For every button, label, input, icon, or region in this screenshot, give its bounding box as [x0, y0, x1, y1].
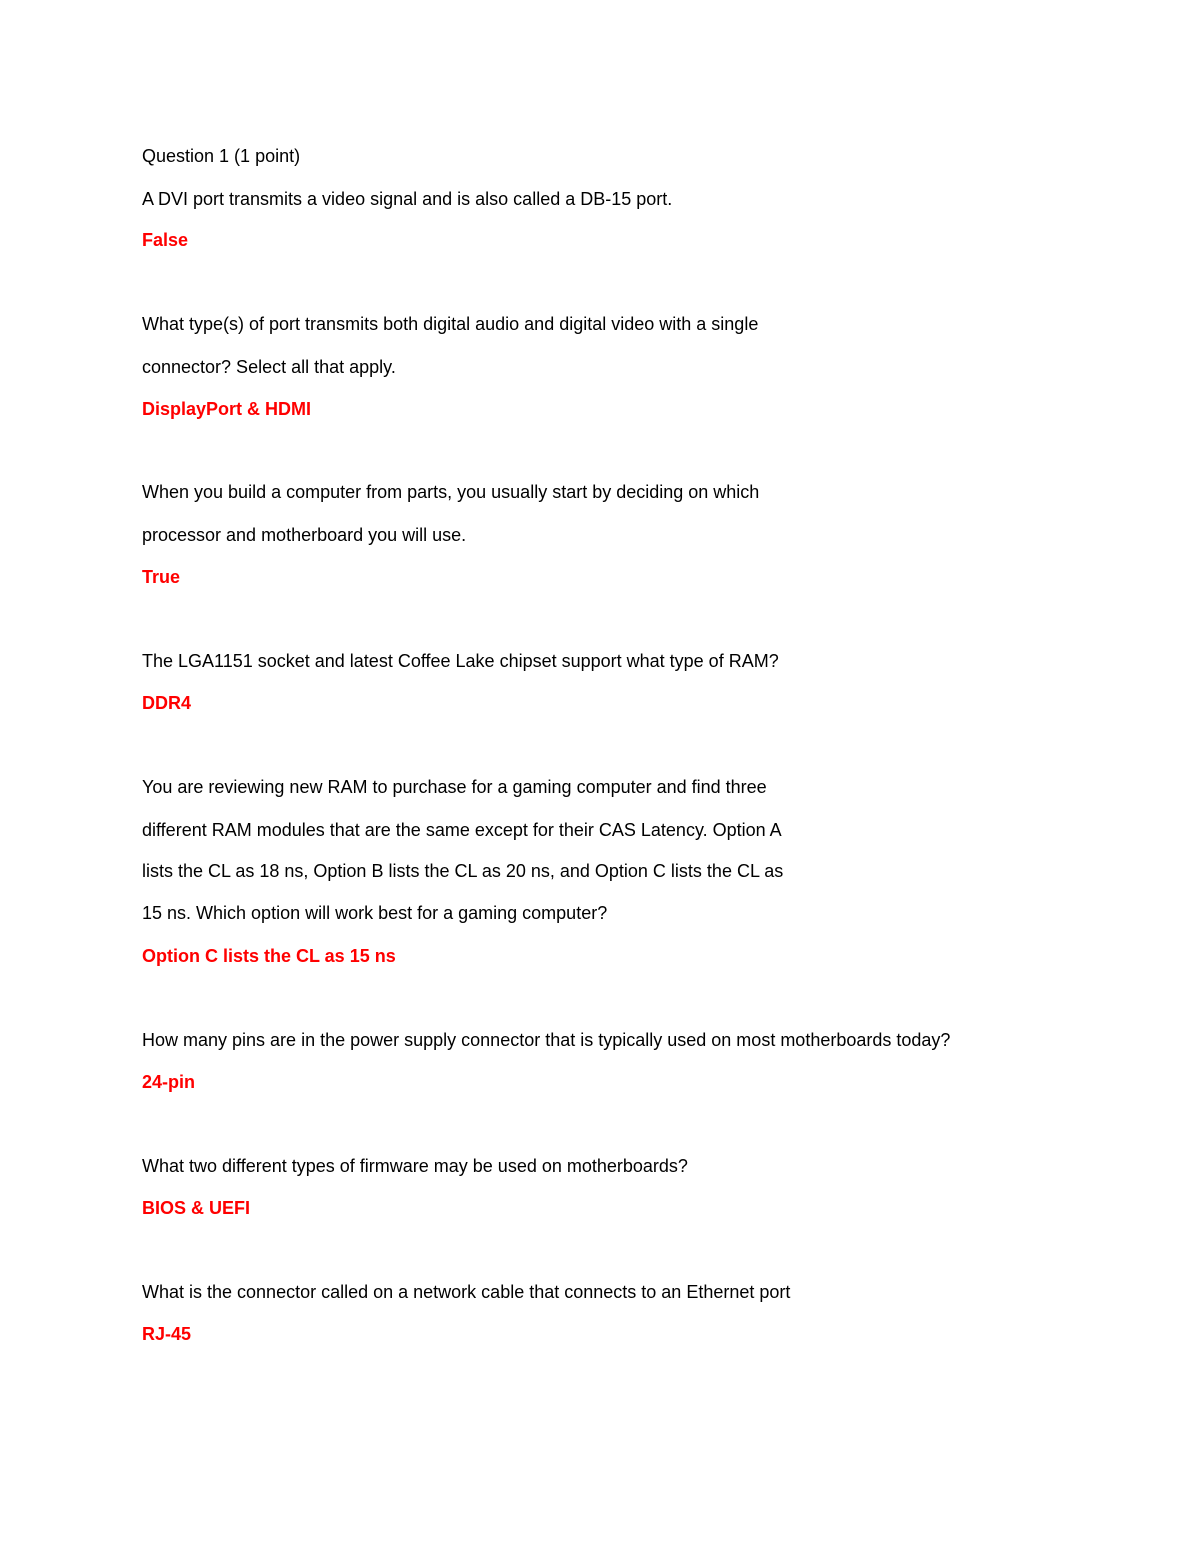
answer-4: DDR4	[142, 693, 192, 713]
answer-1: False	[142, 230, 189, 250]
question-6-line-1: How many pins are in the power supply connector that is typically used on most motherboards today?	[142, 1030, 951, 1050]
answer-3: True	[142, 567, 181, 587]
question-3-line-1: When you build a computer from parts, you usually start by deciding on which	[142, 482, 760, 502]
question-3-line-2: processor and motherboard you will use.	[142, 525, 467, 545]
answer-5: Option C lists the CL as 15 ns	[142, 946, 396, 966]
question-5-line-3: lists the CL as 18 ns, Option B lists the CL as 20 ns, and Option C lists the CL as	[142, 861, 784, 881]
question-2-line-2: connector? Select all that apply.	[142, 357, 396, 377]
question-8-line-1: What is the connector called on a network cable that connects to an Ethernet port	[142, 1282, 791, 1302]
question-heading: Question 1 (1 point)	[142, 146, 301, 166]
answer-7: BIOS & UEFI	[142, 1198, 251, 1218]
question-4-line-1: The LGA1151 socket and latest Coffee Lake chipset support what type of RAM?	[142, 651, 779, 671]
question-5-line-1: You are reviewing new RAM to purchase for a gaming computer and find three	[142, 777, 767, 797]
answer-8: RJ-45	[142, 1324, 192, 1344]
answer-6: 24-pin	[142, 1072, 196, 1092]
question-2-line-1: What type(s) of port transmits both digital audio and digital video with a single	[142, 314, 759, 334]
answer-2: DisplayPort & HDMI	[142, 399, 312, 419]
question-1-line-1: A DVI port transmits a video signal and is also called a DB-15 port.	[142, 189, 673, 209]
question-7-line-1: What two different types of firmware may be used on motherboards?	[142, 1156, 688, 1176]
question-5-line-2: different RAM modules that are the same except for their CAS Latency. Option A	[142, 820, 782, 840]
question-5-line-4: 15 ns. Which option will work best for a gaming computer?	[142, 903, 608, 923]
